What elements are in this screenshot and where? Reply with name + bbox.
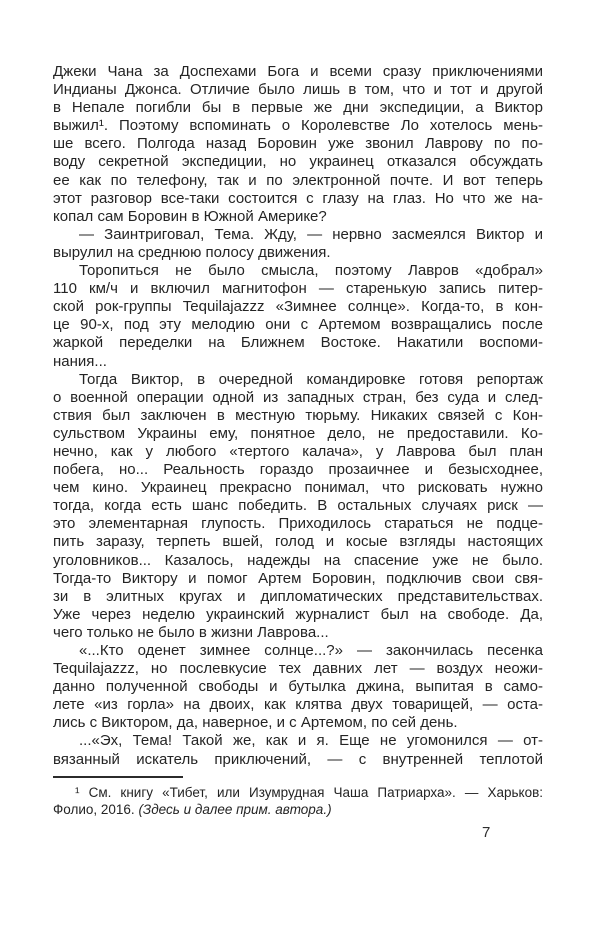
text-line: побега, но... Реальность гораздо прозаичнее и безысходнее, bbox=[53, 461, 543, 479]
text-line: выжил¹. Поэтому вспоминать о Королевстве Ло хотелось мень- bbox=[53, 117, 543, 135]
text-line: данно полученной свободы и бутылка джина, выпитая в само- bbox=[53, 678, 543, 696]
text-line: Tequilajazzz, но послевкусие тех давних лет — воздух неожи- bbox=[53, 660, 543, 678]
footnote-line-1: ¹ См. книгу «Тибет, или Изумрудная Чаша Патриарха». — Харьков: bbox=[75, 785, 543, 800]
text-line: чего только не было в жизни Лаврова... bbox=[53, 623, 329, 641]
body-text bbox=[53, 63, 543, 769]
text-line: этот разговор все-таки состоится с глазу на глаз. Но что же на- bbox=[53, 189, 543, 207]
text-line: Индианы Джонса. Отличие было лишь в том, что и тот и другой bbox=[53, 81, 543, 99]
text-line: нечно, как у любого «тертого калача», у Лаврова был план bbox=[53, 442, 543, 460]
footnote-author-note: (Здесь и далее прим. автора.) bbox=[138, 802, 332, 817]
footnote-line-2 bbox=[53, 801, 543, 818]
footnote-separator bbox=[53, 776, 183, 778]
text-line: Уже через неделю украинский журналист был на свободе. Да, bbox=[53, 605, 543, 623]
text-line: ее как по телефону, так и по электронной почте. И вот теперь bbox=[53, 171, 543, 189]
text-line: уголовников... Казалось, надежды на спасение уже не было. bbox=[53, 551, 543, 569]
text-line: Тогда Виктор, в очередной командировке готовя репортаж bbox=[79, 370, 543, 388]
text-line: Тогда-то Виктору и помог Артем Боровин, подключив свои свя- bbox=[53, 569, 543, 587]
text-line: зи в элитных кругах и дипломатических представительствах. bbox=[53, 587, 543, 605]
text-line: 110 км/ч и включил магнитофон — старенькую запись питер- bbox=[53, 280, 543, 298]
text-line: лете «из горла» на двоих, как клятва двух товарищей, — оста- bbox=[53, 696, 543, 714]
text-line: ше всего. Полгода назад Боровин уже звонил Лаврову по по- bbox=[53, 135, 543, 153]
page-number: 7 bbox=[482, 824, 491, 841]
text-line: тогда, когда есть шанс победить. В остальных случаях риск — bbox=[53, 497, 543, 515]
text-line: это элементарная глупость. Приходилось стараться не подце- bbox=[53, 515, 543, 533]
text-line: — Заинтриговал, Тема. Жду, — нервно засмеялся Виктор и bbox=[79, 225, 543, 243]
text-line: чем кино. Украинец прекрасно понимал, что рисковать нужно bbox=[53, 479, 543, 497]
text-line: «...Кто оденет зимнее солнце...?» — закончилась песенка bbox=[79, 642, 543, 659]
text-line: нания... bbox=[53, 352, 107, 370]
text-line: лись с Виктором, да, наверное, и с Артемом, по сей день. bbox=[53, 714, 458, 732]
footnote-publisher: Фолио, 2016. bbox=[53, 802, 139, 817]
text-line: пить заразу, терпеть вшей, голод и косые взгляды настоящих bbox=[53, 533, 543, 551]
text-line: Торопиться не было смысла, поэтому Лавров «добрал» bbox=[79, 262, 543, 280]
text-line: жаркой переделки на Ближнем Востоке. Накатили воспоми- bbox=[53, 334, 543, 352]
text-line: Джеки Чана за Доспехами Бога и всеми сразу приключениями bbox=[53, 63, 543, 80]
text-line: вырулил на среднюю полосу движения. bbox=[53, 243, 331, 261]
text-line: копал сам Боровин в Южной Америке? bbox=[53, 207, 327, 225]
text-line: вязанный искатель приключений, — с внутренней теплотой bbox=[53, 750, 543, 768]
text-line: це 90-х, под эту мелодию они с Артемом возвращались после bbox=[53, 316, 543, 334]
text-line: сульством Украины ему, понятное дело, не предоставили. Ко- bbox=[53, 424, 543, 442]
text-line: о военной операции одной из западных стран, без суда и след- bbox=[53, 388, 543, 406]
text-line: ской рок-группы Tequilajazzz «Зимнее солнце». Когда-то, в кон- bbox=[53, 298, 543, 316]
footnote bbox=[53, 776, 543, 818]
text-line: в Непале погибли бы в первые же дни экспедиции, а Виктор bbox=[53, 99, 543, 117]
text-line: ...«Эх, Тема! Такой же, как и я. Еще не угомонился — от- bbox=[79, 732, 543, 750]
text-line: ствия был заключен в местную тюрьму. Никаких связей с Кон- bbox=[53, 406, 543, 424]
text-line: воду секретной экспедиции, но украинец отказался обсуждать bbox=[53, 153, 543, 171]
